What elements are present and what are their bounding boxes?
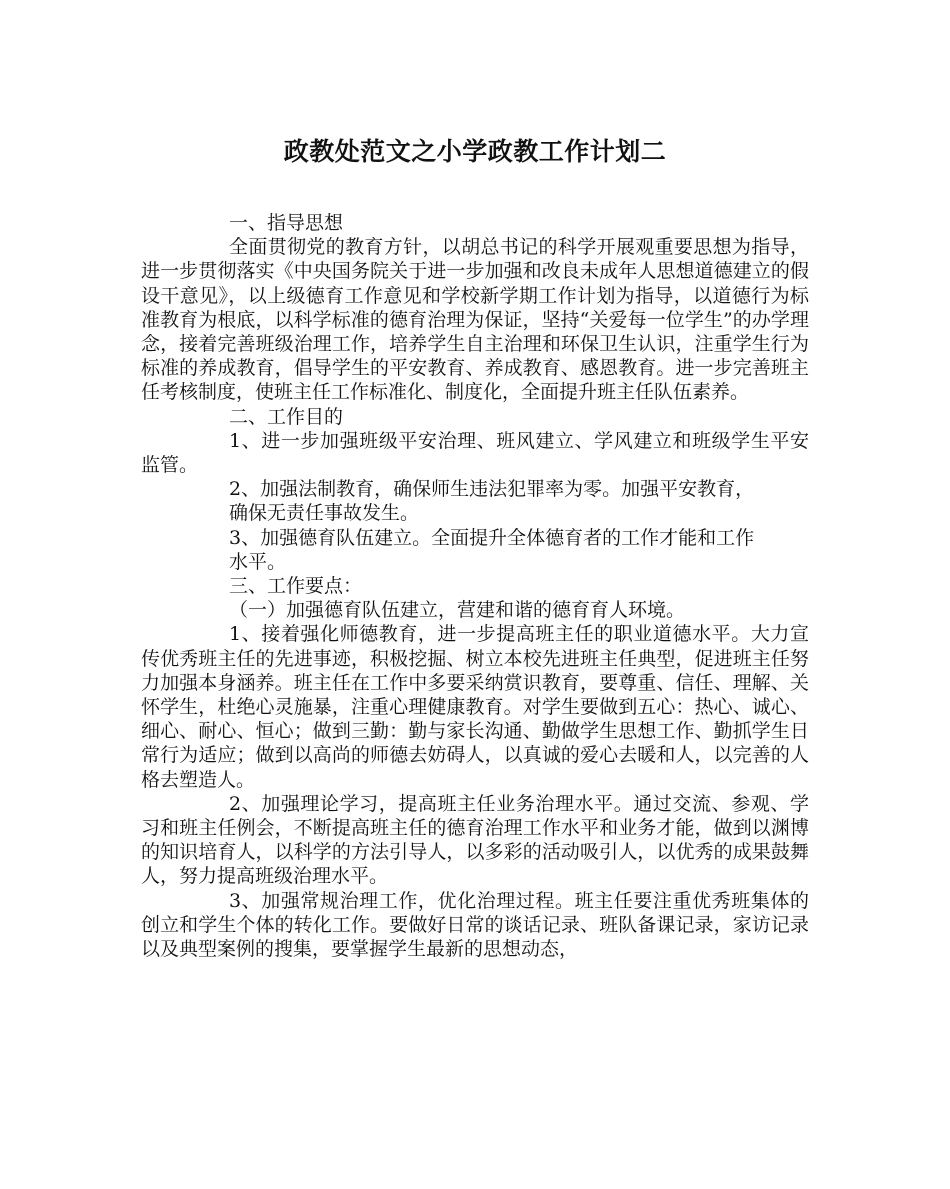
document-title: 政教处范文之小学政教工作计划二 <box>283 137 667 166</box>
section-heading-work-goals: 二、工作目的 <box>229 405 344 428</box>
document-body <box>141 211 809 961</box>
paragraph-goal-3: 3、加强德育队伍建立。全面提升全体德育者的工作才能和工作 <box>229 526 755 549</box>
paragraph-point-3: 3、加强常规治理工作，优化治理过程。班主任要注重优秀班集体的创立和学生个体的转化工作。要做好日常的谈话记录、班队备课记录，家访记录以及典型案例的搜集，要掌握学生最新的思想动态， <box>141 889 809 961</box>
section-heading-work-points: 三、工作要点： <box>229 575 363 598</box>
section-heading-guiding-thought: 一、指导思想 <box>229 212 344 234</box>
paragraph-goal-2: 2、加强法制教育，确保师生违法犯罪率为零。加强平安教育， <box>229 478 755 501</box>
paragraph-guiding-thought: 全面贯彻党的教育方针，以胡总书记的科学开展观重要思想为指导，进一步贯彻落实《中央国务院关于进一步加强和改良未成年人思想道德建立的假设干意见》，以上级德育工作意见和学校新学期工作计划为指导，以道德行为标准教育为根底，以科学标准的德育治理为保证，坚持“关爱每一位学生”的办学理念，接着完善班级治理工作，培养学生自主治理和环保卫生认识，注重学生行为标准的养成教育，倡导学生的平安教育、养成教育、感恩教育。进一步完善班主任考核制度，使班主任工作标准化、制度化，全面提升班主任队伍素养。 <box>141 236 809 404</box>
paragraph-goal-3-continued: 水平。 <box>229 550 287 573</box>
paragraph-point-1: 1、接着强化师德教育，进一步提高班主任的职业道德水平。大力宣传优秀班主任的先进事迹，积极挖掘、树立本校先进班主任典型，促进班主任努力加强本身涵养。班主任在工作中多要采纳赏识教育，要尊重、信任、理解、关怀学生，杜绝心灵施暴，注重心理健康教育。对学生要做到五心：热心、诚心、细心、耐心、恒心；做到三勤：勤与家长沟通、勤做学生思想工作、勤抓学生日常行为适应；做到以高尚的师德去妨碍人，以真诚的爱心去暖和人，以完善的人格去塑造人。 <box>141 623 809 791</box>
paragraph-goal-1: 1、进一步加强班级平安治理、班风建立、学风建立和班级学生平安监管。 <box>141 429 809 477</box>
subheading-moral-team: （一）加强德育队伍建立，营建和谐的德育育人环境。 <box>229 599 686 622</box>
paragraph-goal-2-continued: 确保无责任事故发生。 <box>229 502 420 525</box>
paragraph-point-2: 2、加强理论学习，提高班主任业务治理水平。通过交流、参观、学习和班主任例会，不断提高班主任的德育治理工作水平和业务才能，做到以渊博的知识培育人，以科学的方法引导人，以多彩的活动吸引人，以优秀的成果鼓舞人，努力提高班级治理水平。 <box>141 792 809 888</box>
